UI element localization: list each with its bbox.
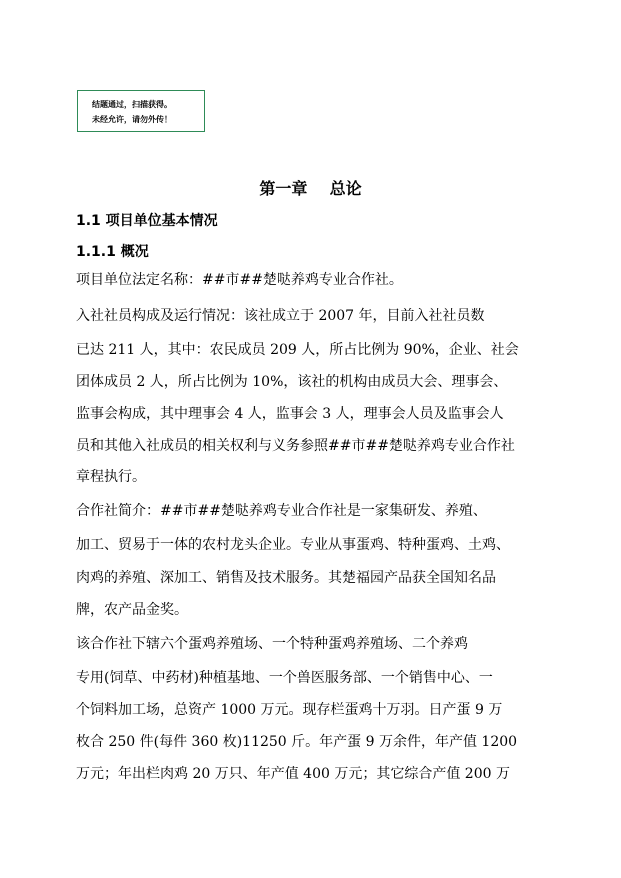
body-line: 个饲料加工场，总资产 1000 万元。现存栏蛋鸡十万羽。日产蛋 9 万 [76,702,503,718]
body-line: 肉鸡的养殖、深加工、销售及技术服务。其楚福园产品获全国知名品 [76,570,496,586]
section-heading-1-1: 1.1 项目单位基本情况 [76,213,218,229]
body-line: 专用(饲草、中药材)种植基地、一个兽医服务部、一个销售中心、一 [76,670,493,686]
section-heading-1-1-1: 1.1.1 概况 [76,244,149,260]
chapter-title: 第一章 总论 [259,179,362,198]
body-line: 牌，农产品金奖。 [76,602,188,618]
body-line: 项目单位法定名称：##市##楚哒养鸡专业合作社。 [76,272,403,288]
body-line: 合作社简介：##市##楚哒养鸡专业合作社是一家集研发、养殖、 [76,503,487,519]
body-line: 团体成员 2 人，所占比例为 10%，该社的机构由成员大会、理事会、 [76,374,508,390]
body-line: 加工、贸易于一体的农村龙头企业。专业从事蛋鸡、特种蛋鸡、土鸡、 [76,537,510,553]
stamp-line-2: 未经允许，请勿外传！ [92,115,172,124]
body-line: 章程执行。 [76,469,146,485]
stamp-line-1: 结题通过，扫描获得。 [92,100,172,109]
body-line: 员和其他入社成员的相关权利与义务参照##市##楚哒养鸡专业合作社 [76,438,515,454]
body-line: 枚合 250 件(每件 360 枚)11250 斤。年产蛋 9 万余件，年产值 1200 [76,734,518,750]
body-line: 入社社员构成及运行情况：该社成立于 2007 年，目前入社社员数 [76,308,485,324]
body-line: 万元；年出栏肉鸡 20 万只、年产值 400 万元；其它综合产值 200 万 [76,766,510,782]
watermark-stamp [77,90,205,132]
body-line: 该合作社下辖六个蛋鸡养殖场、一个特种蛋鸡养殖场、二个养鸡 [76,636,468,652]
body-line: 监事会构成，其中理事会 4 人，监事会 3 人，理事会人员及监事会人 [76,406,504,422]
body-line: 已达 211 人，其中：农民成员 209 人，所占比例为 90%，企业、社会 [76,342,519,358]
